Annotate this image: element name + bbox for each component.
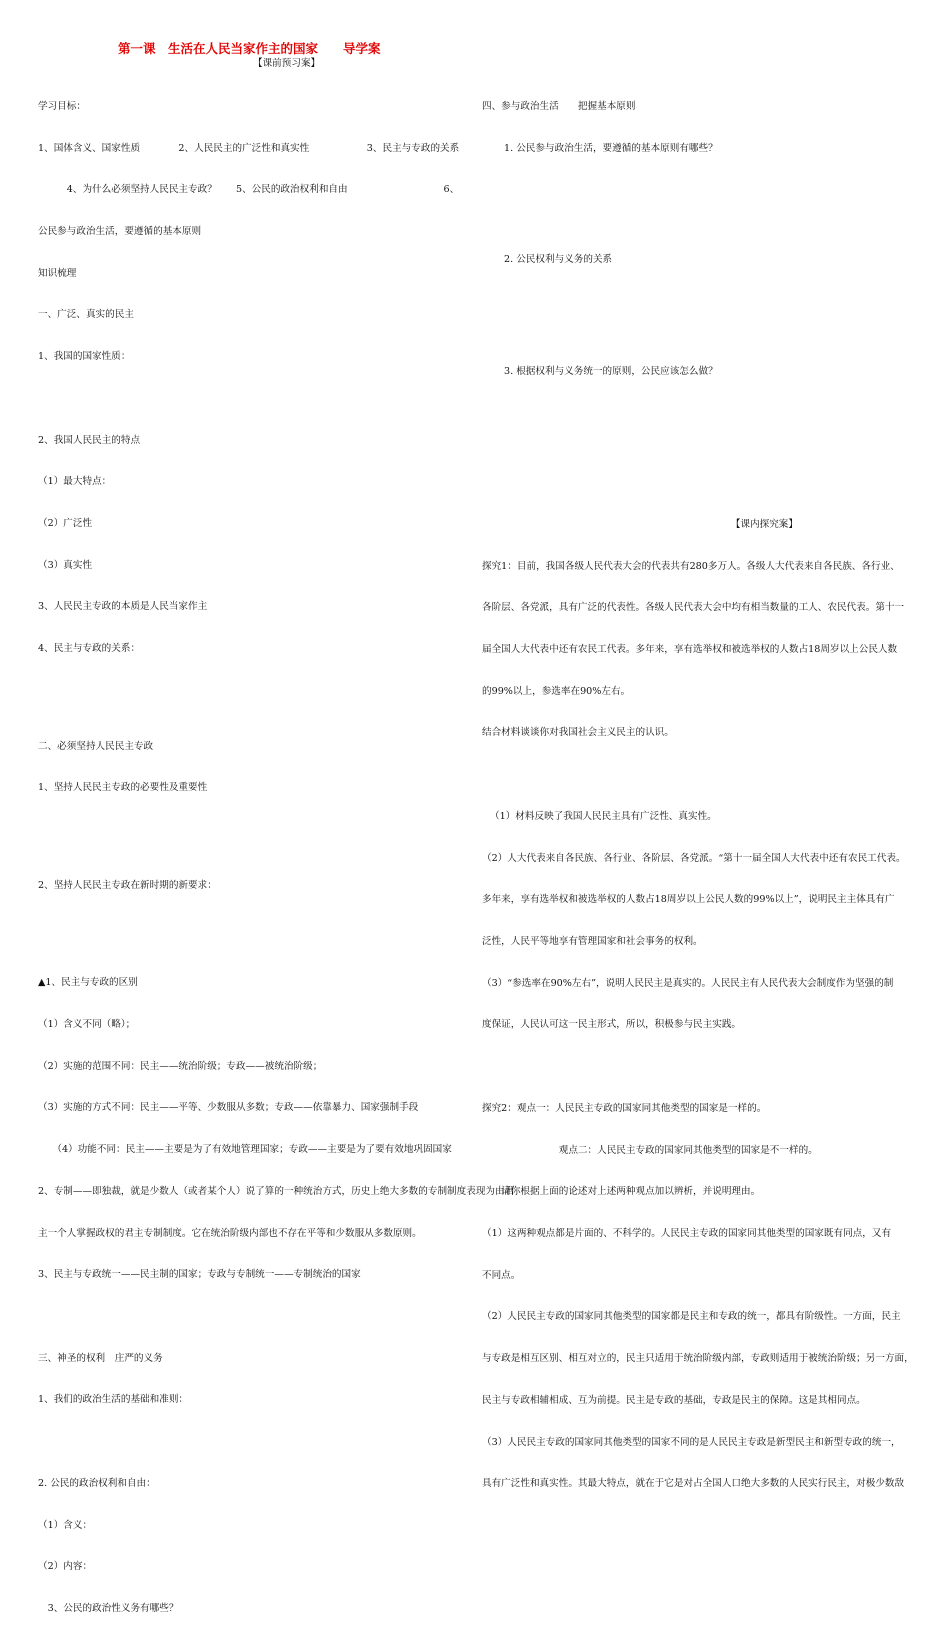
answer-text: 多年来，享有选举权和被选举权的人数占18周岁以上公民人数的99%以上”，说明民主主体具有广 — [482, 894, 895, 906]
section-heading: 二、必须坚持人民民主专政 — [38, 740, 154, 752]
blank-space — [482, 183, 922, 225]
note-line: 3、民主与专政统一——民主制的国家；专政与专制统一——专制统治的国家 — [38, 1269, 361, 1281]
goal-line: 公民参与政治生活，要遵循的基本原则 — [38, 225, 202, 237]
blank-space — [38, 392, 468, 406]
question-subitem: （3）真实性 — [38, 559, 93, 571]
answer-text: （2）人大代表来自各民族、各行业、各阶层、各党派。“第十一届全国人大代表中还有农民工代表。 — [482, 852, 906, 864]
answer-text: 度保证，人民认可这一民主形式，所以，积极参与民主实践。 — [482, 1019, 742, 1031]
question-item: 3. 根据权利与义务统一的原则，公民应该怎么做？ — [504, 365, 718, 377]
page-title: 第一课 生活在人民当家作主的国家 导学案 — [118, 41, 381, 56]
answer-text: 具有广泛性和真实性。其最大特点，就在于它是对占全国人口绝大多数的人民实行民主，对极少数敌 — [482, 1478, 905, 1490]
note-line: 主一个人掌握政权的君主专制制度。它在统治阶级内部也不存在平等和少数服从多数原则。 — [38, 1227, 422, 1239]
section-heading: 三、神圣的权利 庄严的义务 — [38, 1352, 163, 1364]
inquiry-text: 探究1：目前，我国各级人民代表大会的代表共有280多万人。各级人大代表来自各民族、各行业、 — [482, 560, 900, 572]
right-column — [482, 72, 922, 1505]
blank-space — [38, 1435, 468, 1449]
question-subitem: （2）广泛性 — [38, 517, 93, 529]
question-item: 2、我国人民民主的特点 — [38, 434, 141, 446]
answer-text: （2）人民民主专政的国家同其他类型的国家都是民主和专政的统一，都具有阶级性。一方面，民主 — [482, 1311, 901, 1323]
question-subitem: （1）含义： — [38, 1519, 93, 1531]
goal-line: 4、为什么必须坚持人民民主专政？ 5、公民的政治权利和自由 6、 — [38, 184, 460, 196]
question-subitem: （1）最大特点： — [38, 476, 112, 488]
goal-line: 1、国体含义、国家性质 2、人民民主的广泛性和真实性 3、民主与专政的关系 — [38, 142, 460, 154]
note-line: 2、专制——即独裁，就是少数人（或者某个人）说了算的一种统治方式，历史上绝大多数的专制制度表现为由君 — [38, 1185, 515, 1197]
blank-space — [482, 476, 922, 490]
learning-goals-heading: 学习目标： — [38, 100, 86, 112]
answer-text: （1）材料反映了我国人民民主具有广泛性、真实性。 — [490, 810, 717, 822]
blank-space — [38, 823, 468, 851]
answer-text: （3）人民民主专政的国家同其他类型的国家不同的是人民民主专政是新型民主和新型专政的统一， — [482, 1436, 901, 1448]
question-item: 1、我们的政治生活的基础和准则： — [38, 1394, 189, 1406]
note-line: （3）实施的方式不同：民主——平等、少数服从多数；专政——依靠暴力、国家强制手段 — [38, 1102, 419, 1114]
blank-space — [482, 768, 922, 782]
question-item: 3、人民民主专政的本质是人民当家作主 — [38, 601, 208, 613]
note-line: （2）实施的范围不同：民主——统治阶级；专政——被统治阶级； — [38, 1060, 323, 1072]
answer-text: 不同点。 — [482, 1269, 521, 1281]
blank-space — [38, 684, 468, 712]
note-line: （4）功能不同：民主——主要是为了有效地管理国家；专政——主要是为了要有效地巩固国家 — [38, 1144, 452, 1156]
blank-space — [38, 1310, 468, 1324]
question-item: 1、我国的国家性质： — [38, 351, 131, 363]
answer-text: 泛性，人民平等地享有管理国家和社会事务的权利。 — [482, 936, 703, 948]
answer-text: 与专政是相互区别、相互对立的，民主只适用于统治阶级内部，专政则适用于被统治阶级；另一方面， — [482, 1353, 914, 1365]
question-item: 2、坚持人民民主专政在新时期的新要求： — [38, 879, 217, 891]
knowledge-heading: 知识梳理 — [38, 267, 77, 279]
question-item: 1、坚持人民民主专政的必要性及重要性 — [38, 782, 208, 794]
blank-space — [482, 1060, 922, 1074]
inquiry-text: 的99%以上，参选率在90%左右。 — [482, 685, 631, 697]
inquiry-text: 观点二：人民民主专政的国家同其他类型的国家是不一样的。 — [482, 1144, 818, 1156]
answer-text: （1）这两种观点都是片面的、不科学的。人民民主专政的国家同其他类型的国家既有同点，又有 — [482, 1228, 892, 1240]
section-heading: 一、广泛、真实的民主 — [38, 309, 134, 321]
inquiry-text: 届全国人大代表中还有农民工代表。多年来，享有选举权和被选举权的人数占18周岁以上公民人数 — [482, 643, 898, 655]
blank-space — [482, 295, 922, 337]
question-item: 4、民主与专政的关系： — [38, 643, 141, 655]
page-subtitle: 【课前预习案】 — [253, 58, 321, 69]
question-item: 2. 公民权利与义务的关系 — [504, 254, 613, 266]
inquiry-text: 各阶层、各党派，具有广泛的代表性。各级人民代表大会中均有相当数量的工人、农民代表。第十一 — [482, 602, 905, 614]
answer-text: （3）“参选率在90%左右”，说明人民民主是真实的。人民民主有人民代表大会制度作为坚强的制 — [482, 977, 894, 989]
inquiry-text: 结合材料谈谈你对我国社会主义民主的认识。 — [482, 727, 674, 739]
question-subitem: （2）内容： — [38, 1561, 93, 1573]
note-heading: ▲1、民主与专政的区别 — [38, 977, 138, 989]
blank-space — [482, 406, 922, 448]
question-item: 3、公民的政治性义务有哪些？ — [38, 1603, 179, 1615]
inclass-heading: 【课内探究案】 — [730, 518, 798, 530]
question-item: 2. 公民的政治权利和自由： — [38, 1477, 156, 1489]
section-heading: 四、参与政治生活 把握基本原则 — [482, 100, 636, 112]
blank-space — [38, 921, 468, 949]
inquiry-text: 探究2：观点一：人民民主专政的国家同其他类型的国家是一样的。 — [482, 1102, 767, 1114]
answer-text: 民主与专政相辅相成、互为前提。民主是专政的基础，专政是民主的保障。这是其相同点。 — [482, 1394, 866, 1406]
question-item: 1. 公民参与政治生活，要遵循的基本原则有哪些？ — [504, 142, 718, 154]
note-line: （1）含义不同（略）； — [38, 1019, 136, 1031]
inquiry-text: 请你根据上面的论述对上述两种观点加以辨析，并说明理由。 — [482, 1186, 761, 1198]
